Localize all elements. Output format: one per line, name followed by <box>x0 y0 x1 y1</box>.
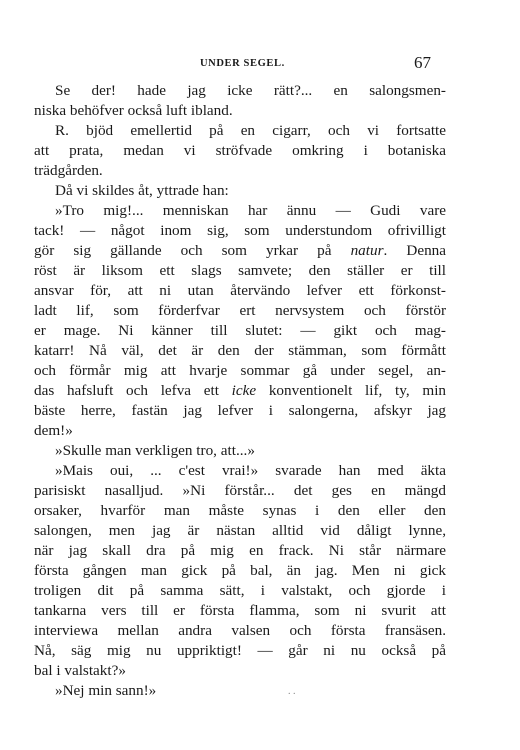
text-line: när jag skall dra på mig en frack. Ni står närmare <box>34 542 446 559</box>
emphasized-word: icke <box>231 382 257 399</box>
running-title: UNDER SEGEL. <box>200 58 285 69</box>
text-line: parisiskt nasalljud. »Ni förstår... det ges en mängd <box>34 482 446 499</box>
text-line: orsaker, hvarför man måste synas i den eller den <box>34 502 446 519</box>
text-line: bal i valstakt?» <box>34 662 126 679</box>
emphasized-word: natur <box>350 242 384 259</box>
text-line: »Tro mig!... menniskan har ännu — Gudi vare <box>55 202 446 219</box>
text-line: »Nej min sann!» <box>55 682 157 699</box>
body-text <box>34 81 446 701</box>
text-line: interviewa mellan andra valsen och första fransäsen. <box>34 622 446 639</box>
text-line: trädgården. <box>34 162 103 179</box>
text-line: bäste herre, fastän jag lefver i salongerna, afskyr jag <box>34 402 446 419</box>
text-line: troligen dit på samma sätt, i valstakt, och gjorde i <box>34 582 446 599</box>
text-line: er mage. Ni känner till slutet: — gikt och mag- <box>34 322 446 339</box>
page-number: 67 <box>414 53 431 72</box>
text-line: tankarna vers till er första flamma, som ni svurit att <box>34 602 446 619</box>
stray-ink-mark: . . <box>288 686 296 697</box>
text-line: »Skulle man verkligen tro, att...» <box>55 442 255 459</box>
text-line: dem!» <box>34 422 73 439</box>
text-line: Se der! hade jag icke rätt?... en salongsmen- <box>55 82 446 99</box>
text-line: ladt lif, som förderfvar ert nervsystem och förstör <box>34 302 446 319</box>
text-line: Då vi skildes åt, yttrade han: <box>55 182 229 199</box>
text-line: röst är liksom ett slags samvete; den ställer er till <box>34 262 446 279</box>
text-line: »Mais oui, ... c'est vrai!» svarade han med äkta <box>55 462 446 479</box>
text-line: katarr! Nå väl, det är den der stämman, som förmått <box>34 342 446 359</box>
text-line: att prata, medan vi ströfvade omkring i botaniska <box>34 142 446 159</box>
text-line: första gången man gick på bal, än jag. Men ni gick <box>34 562 446 579</box>
text-line: tack! — något inom sig, som understundom ofrivilligt <box>34 222 446 239</box>
text-line: niska behöfver också luft ibland. <box>34 102 233 119</box>
running-header <box>0 52 520 76</box>
text-line: R. bjöd emellertid på en cigarr, och vi fortsatte <box>55 122 446 139</box>
text-line: salongen, men jag är nästan alltid vid dåligt lynne, <box>34 522 446 539</box>
text-line: das hafsluft och lefva ett icke konventionelt lif, ty, min <box>34 382 447 399</box>
text-line: och förmår mig att hvarje sommar gå under segel, an- <box>34 362 446 379</box>
text-line: gör sig gällande och som yrkar på natur. Denna <box>34 242 446 259</box>
text-line: ansvar för, att ni utan återvändo lefver ett förkonst- <box>34 282 446 299</box>
text-line: Nå, säg mig nu uppriktigt! — går ni nu också på <box>34 642 446 659</box>
